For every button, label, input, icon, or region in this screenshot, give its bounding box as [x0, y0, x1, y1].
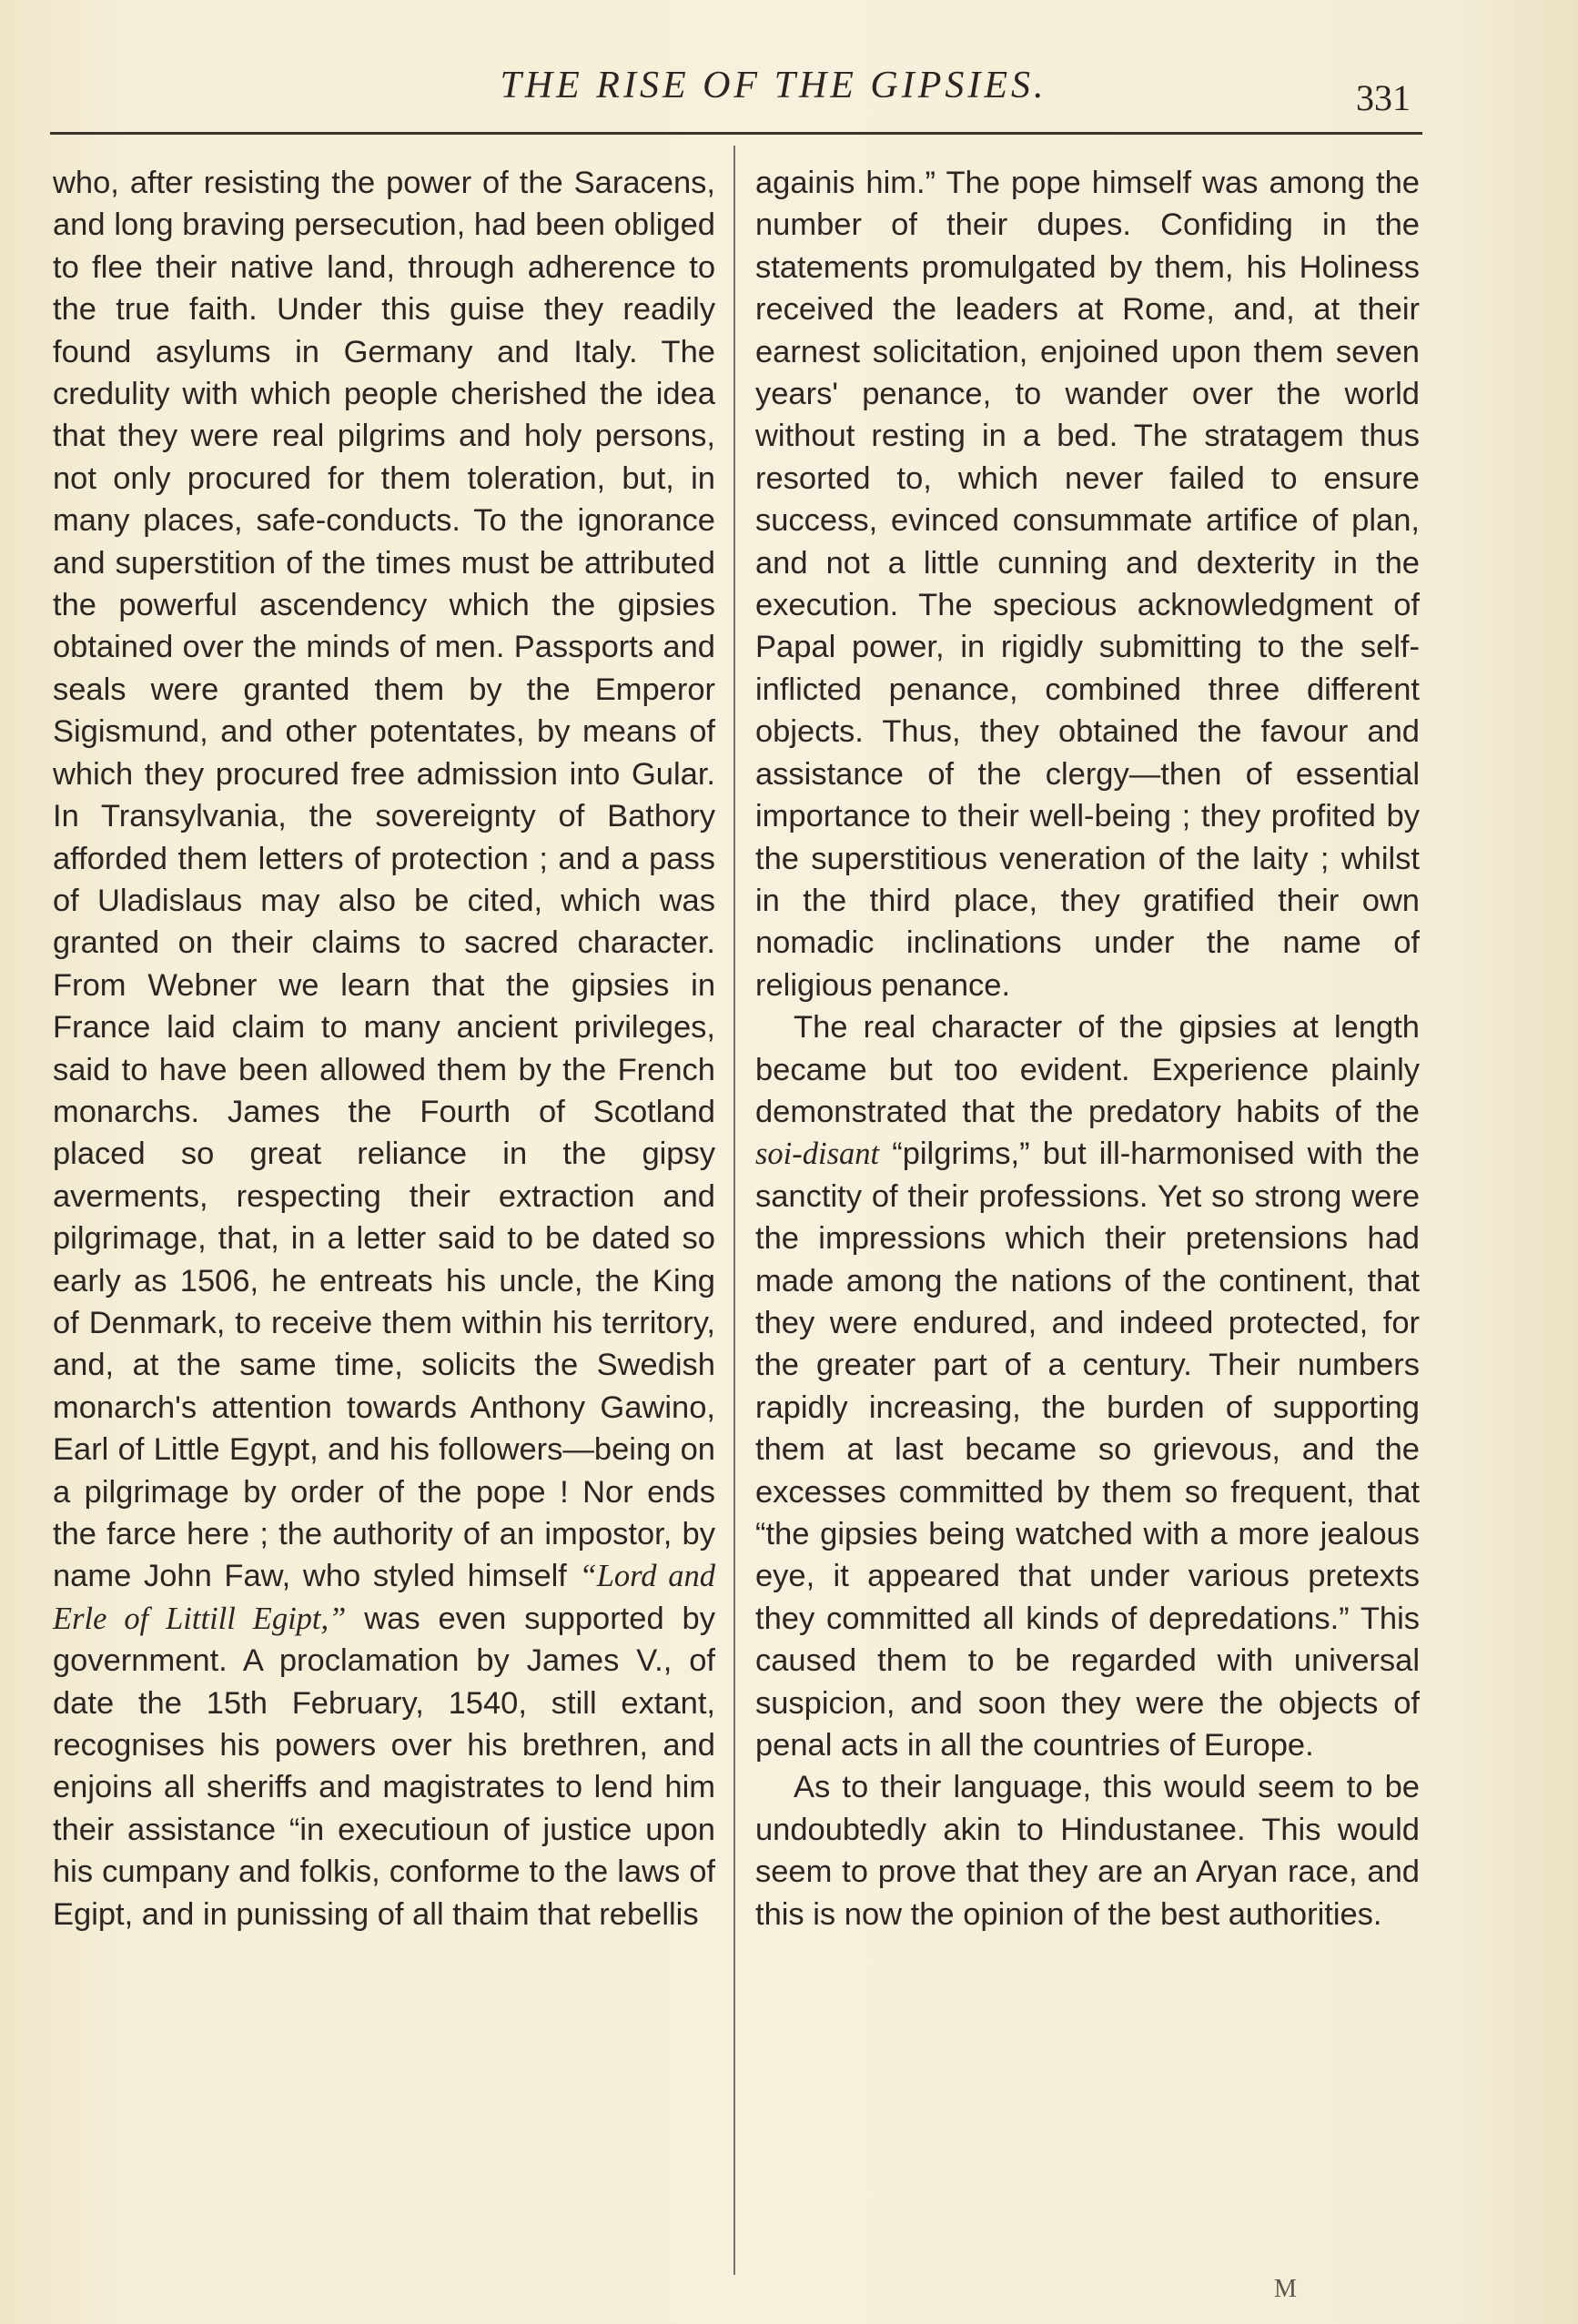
right-paragraph-1: againis him.” The pope himself was among the number of their dupes. Confiding in the statements promulgated by them, his Holiness received the leaders at Rome, and, at their earnest solicitation, enjoined upon them seven years' penance, to wander over the world without resting in a bed. The stratagem thus resorted to, which never failed to ensure success, evinced consummate artifice of plan, and not a little cunning and dexterity in the execution. The specious acknowledgment of Papal power, in rigidly submitting to the self-inflicted penance, combined three different objects. Thus, they obtained the favour and assistance of the clergy—then of essential importance to their well-being ; they profited by the superstitious veneration of the laity ; whilst in the third place, they gratified their own nomadic inclinations under the name of religious penance.: [755, 166, 1420, 1003]
right-paragraph-2: [755, 1006, 1420, 1766]
left-p1-end: was even supported by government. A proclamation by James V., of date the 15th February, 1540, still extant, recognises his powers over his brethren, and enjoins all sheriffs and magistrates to lend him their assistance “in executioun of justice upon his cumpany and folkis, conforme to the laws of Egipt, and in punissing of all thaim that rebellis: [53, 1601, 715, 1932]
right-p2-end: “pilgrims,” but ill-harmonised with the sanctity of their professions. Yet so strong were the impressions which their pretensions had made among the nations of the continent, that they were endured, and indeed protected, for the greater part of a century. Their numbers rapidly increasing, the burden of supporting them at last became so grievous, and the excesses committed by them so frequent, that “the gipsies being watched with a more jealous eye, it appeared that under various pretexts they committed all kinds of depredations.” This caused them to be regarded with universal suspicion, and soon they were the objects of penal acts in all the countries of Europe.: [755, 1137, 1420, 1763]
signature-mark: M: [1274, 2275, 1297, 2303]
left-paragraph-1: [53, 162, 715, 1935]
page-number: 331: [1356, 77, 1411, 118]
column-divider: [733, 146, 735, 2275]
right-paragraph-3: As to their language, this would seem to be undoubtedly akin to Hindustanee. This would seem to prove that they are an Aryan race, and this is now the opinion of the best authorities.: [755, 1770, 1420, 1932]
running-title: THE RISE OF THE GIPSIES.: [500, 65, 1047, 106]
left-p1-text: who, after resisting the power of the Saracens, and long braving persecution, had been obliged to flee their native land, through adherence to the true faith. Under this guise they readily found asylums in Germany and Italy. The credulity with which people cherished the idea that they were real pilgrims and holy persons, not only procured for them toleration, but, in many places, safe-conducts. To the ignorance and superstition of the times must be attributed the powerful ascendency which the gipsies obtained over the minds of men. Passports and seals were granted them by the Emperor Sigismund, and other potentates, by means of which they procured free admission into Gular. In Transylvania, the sovereignty of Bathory afforded them letters of protection ; and a pass of Uladislaus may also be cited, which was granted on their claims to sacred character. From Webner we learn that the gipsies in France laid claim to many ancient privileges, said to have been allowed them by the French monarchs. James the Fourth of Scotland placed so great reliance in the gipsy averments, respecting their extraction and pilgrimage, that, in a letter said to be dated so early as 1506, he entreats his uncle, the King of Denmark, to receive them within his territory, and, at the same time, solicits the Swedish monarch's attention towards Anthony Gawino, Earl of Little Egypt, and his followers—being on a pilgrimage by order of the pope ! Nor ends the farce here ; the authority of an impostor, by name John Faw, who styled himself: [53, 166, 715, 1594]
left-p1-italic: “Lord and Erle of Littill Egipt,”: [53, 1559, 715, 1636]
right-p2-start: The real character of the gipsies at length became but too evident. Experience plainly demonstrated that the predatory habits of the: [755, 1010, 1420, 1129]
right-p2-italic: soi-disant: [755, 1137, 880, 1172]
left-column: [53, 162, 715, 1935]
header-rule: [50, 132, 1422, 135]
page-header: [46, 64, 1429, 127]
right-column: [755, 162, 1420, 1935]
